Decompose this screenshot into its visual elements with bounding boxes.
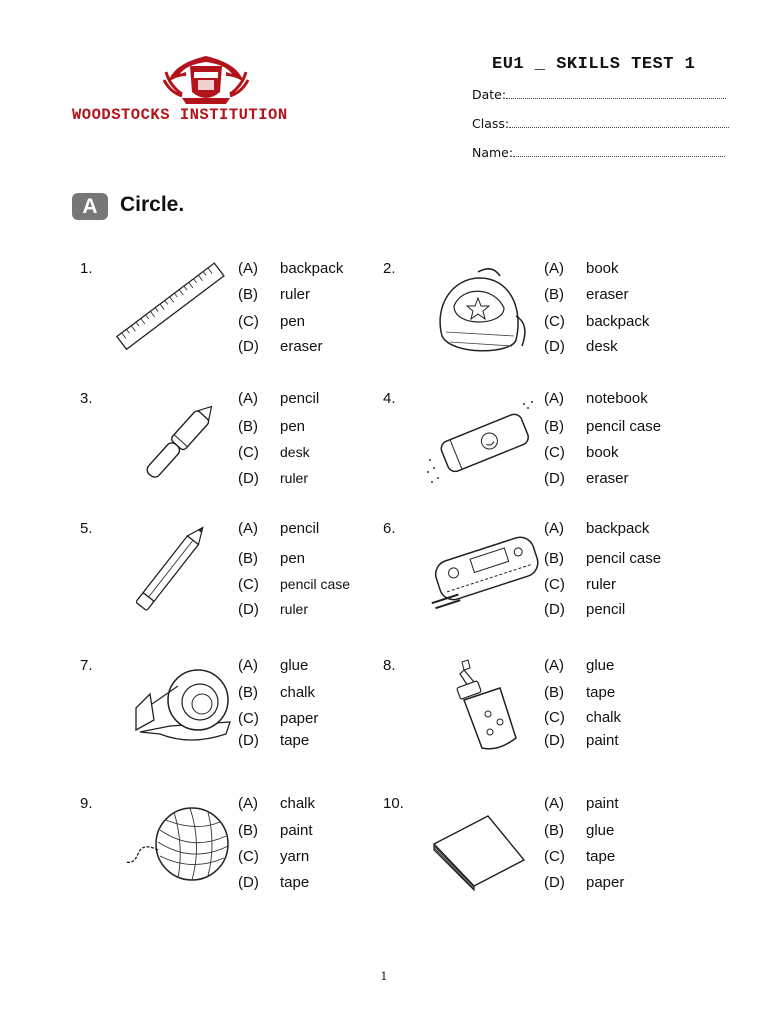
test-title: EU1 _ SKILLS TEST 1 — [492, 55, 696, 74]
option-d[interactable]: (D) tape — [238, 874, 310, 891]
option-d[interactable]: (D) tape — [238, 732, 310, 749]
question-number: 10. — [383, 795, 404, 812]
option-a[interactable]: (A) notebook — [544, 390, 648, 407]
question-number: 4. — [383, 390, 396, 407]
yarn-ball-icon — [122, 802, 232, 888]
paper-stack-icon — [430, 812, 530, 892]
question-number: 7. — [80, 657, 93, 674]
eraser-icon — [424, 398, 540, 490]
option-a[interactable]: (A) pencil — [238, 390, 320, 407]
option-d[interactable]: (D) pencil — [544, 601, 626, 618]
option-b[interactable]: (B) glue — [544, 822, 615, 839]
question-number: 6. — [383, 520, 396, 537]
tape-dispenser-icon — [130, 664, 236, 750]
option-a[interactable]: (A) glue — [544, 657, 615, 674]
option-b[interactable]: (B) tape — [544, 684, 616, 701]
option-b[interactable]: (B) paint — [238, 822, 313, 839]
option-a[interactable]: (A) backpack — [544, 520, 650, 537]
option-b[interactable]: (B) pencil case — [544, 550, 662, 567]
question-number: 2. — [383, 260, 396, 277]
class-field[interactable] — [472, 116, 729, 131]
option-c[interactable]: (C) chalk — [544, 709, 622, 726]
question-number: 5. — [80, 520, 93, 537]
option-b[interactable]: (B) ruler — [238, 286, 311, 303]
section-badge: A — [72, 193, 108, 220]
option-c[interactable]: (C) pen — [238, 313, 306, 330]
date-label: Date: — [472, 87, 507, 102]
name-field[interactable] — [472, 145, 725, 160]
pen-icon — [130, 392, 230, 488]
option-b[interactable]: (B) pen — [238, 550, 306, 567]
option-d[interactable]: (D) ruler — [238, 601, 309, 618]
institution-name: WOODSTOCKS INSTITUTION — [72, 106, 288, 124]
option-d[interactable]: (D) paint — [544, 732, 619, 749]
question-number: 8. — [383, 657, 396, 674]
option-d[interactable]: (D) paper — [544, 874, 625, 891]
name-label: Name: — [472, 145, 514, 160]
option-c[interactable]: (C) tape — [544, 848, 616, 865]
class-label: Class: — [472, 116, 510, 131]
option-d[interactable]: (D) eraser — [544, 470, 629, 487]
option-b[interactable]: (B) pencil case — [544, 418, 662, 435]
option-b[interactable]: (B) pen — [238, 418, 306, 435]
option-c[interactable]: (C) ruler — [544, 576, 617, 593]
option-d[interactable]: (D) ruler — [238, 470, 309, 487]
option-d[interactable]: (D) eraser — [238, 338, 323, 355]
option-d[interactable]: (D) desk — [544, 338, 618, 355]
option-c[interactable]: (C) desk — [238, 444, 310, 461]
option-b[interactable]: (B) eraser — [544, 286, 629, 303]
option-a[interactable]: (A) glue — [238, 657, 309, 674]
option-a[interactable]: (A) chalk — [238, 795, 316, 812]
option-a[interactable]: (A) paint — [544, 795, 619, 812]
section-title: Circle. — [120, 193, 185, 216]
backpack-icon — [432, 266, 532, 358]
option-c[interactable]: (C) yarn — [238, 848, 310, 865]
ruler-icon — [108, 258, 234, 356]
institution-logo-crest — [160, 52, 252, 108]
date-field[interactable] — [472, 87, 726, 102]
option-b[interactable]: (B) chalk — [238, 684, 316, 701]
option-c[interactable]: (C) paper — [238, 710, 319, 727]
question-number: 3. — [80, 390, 93, 407]
option-a[interactable]: (A) pencil — [238, 520, 320, 537]
option-c[interactable]: (C) book — [544, 444, 619, 461]
option-c[interactable]: (C) backpack — [544, 313, 650, 330]
option-a[interactable]: (A) book — [544, 260, 619, 277]
pencil-icon — [120, 520, 224, 614]
date-blank[interactable] — [506, 88, 726, 99]
glue-bottle-icon — [448, 658, 524, 754]
pencil-case-icon — [422, 528, 542, 612]
page-number: 1 — [380, 970, 388, 983]
question-number: 1. — [80, 260, 93, 277]
option-a[interactable]: (A) backpack — [238, 260, 344, 277]
class-blank[interactable] — [509, 117, 729, 128]
option-c[interactable]: (C) pencil case — [238, 576, 351, 593]
question-number: 9. — [80, 795, 93, 812]
name-blank[interactable] — [513, 146, 725, 157]
